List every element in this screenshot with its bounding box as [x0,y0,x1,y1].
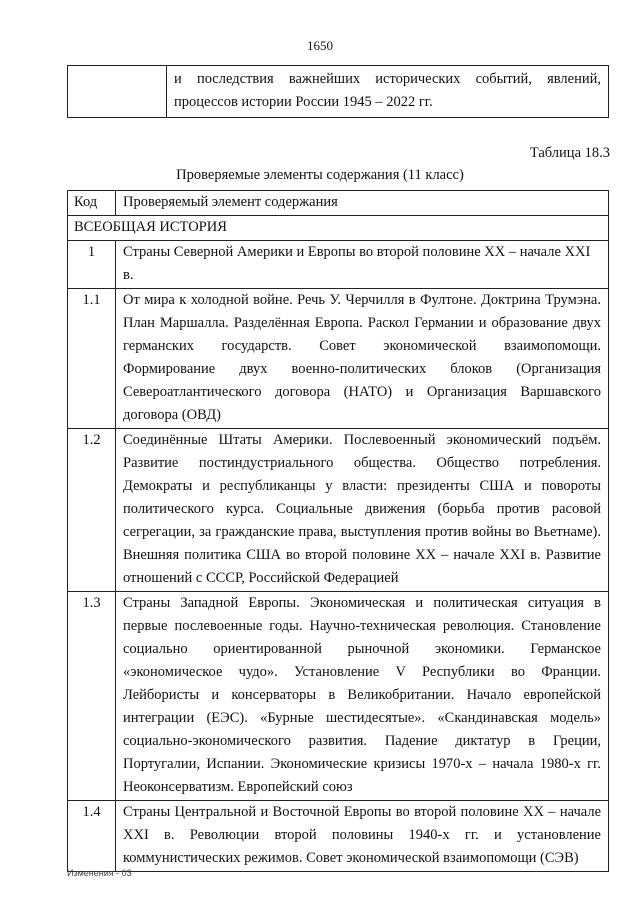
row-text: Соединённые Штаты Америки. Послевоенный экономический подъём. Развитие постиндустриального общества. Общество потребления. Демократы и республиканцы у власти: президенты США и повороты политического курса. Социальные движения (борьба против расовой сегрегации, за гражданские права, выступления против войны во Вьетнаме). Внешняя политика США во второй половине XX – начале XXI в. Развитие отношений с СССР, Российской Федерацией [116,429,609,592]
row-text: Страны Северной Америки и Европы во второй половине XX – начале XXI в. [116,241,609,289]
row-code: 1.2 [68,429,116,592]
row-text: Страны Западной Европы. Экономическая и политическая ситуация в первые послевоенные годы. Научно-техническая революция. Становление социально ориентированной рыночной экономики. Германское «экономическое чудо». Установление V Республики во Франции. Лейбористы и консерваторы в Великобритании. Начало европейской интеграции (ЕЭС). «Бурные шестидесятые». «Скандинавская модель» социально-экономического развития. Падение диктатур в Греции, Португалии, Испании. Экономические кризисы 1970-х – начала 1980-х гг. Неоконсерватизм. Европейский союз [116,592,609,801]
row-text: От мира к холодной войне. Речь У. Черчилля в Фултоне. Доктрина Трумэна. План Маршалла. Разделённая Европа. Раскол Германии и образование двух германских государств. Совет экономической взаимопомощи. Формирование двух военно-политических блоков (Организация Североатлантического договора (НАТО) и Организация Варшавского договора (ОВД) [116,289,609,429]
table-row [68,592,609,801]
content-elements-table [67,190,609,872]
page-number: 1650 [307,38,333,53]
empty-code-cell [68,66,167,118]
section-title: ВСЕОБЩАЯ ИСТОРИЯ [68,216,609,241]
row-code: 1.1 [68,289,116,429]
table-label: Таблица 18.3 [529,145,610,161]
row-code: 1 [68,241,116,289]
row-text: Страны Центральной и Восточной Европы во второй половине XX – начале XXI в. Революции второй половины 1940-х гг. и установление коммунистических режимов. Совет экономической взаимопомощи (СЭВ) [116,801,609,872]
header-element: Проверяемый элемент содержания [116,191,609,216]
table-row [68,289,609,429]
section-row [68,216,609,241]
footer-note: Изменения - 03 [67,868,132,878]
continuation-text: и последствия важнейших исторических событий, явлений, процессов истории России 1945 – 2022 гг. [167,66,609,118]
table-row [68,66,609,118]
table-row [68,801,609,872]
header-row [68,191,609,216]
table-row [68,241,609,289]
table-row [68,429,609,592]
table-caption: Проверяемые элементы содержания (11 класс) [176,167,464,183]
row-code: 1.3 [68,592,116,801]
header-code: Код [68,191,116,216]
continuation-table [67,65,609,118]
row-code: 1.4 [68,801,116,872]
